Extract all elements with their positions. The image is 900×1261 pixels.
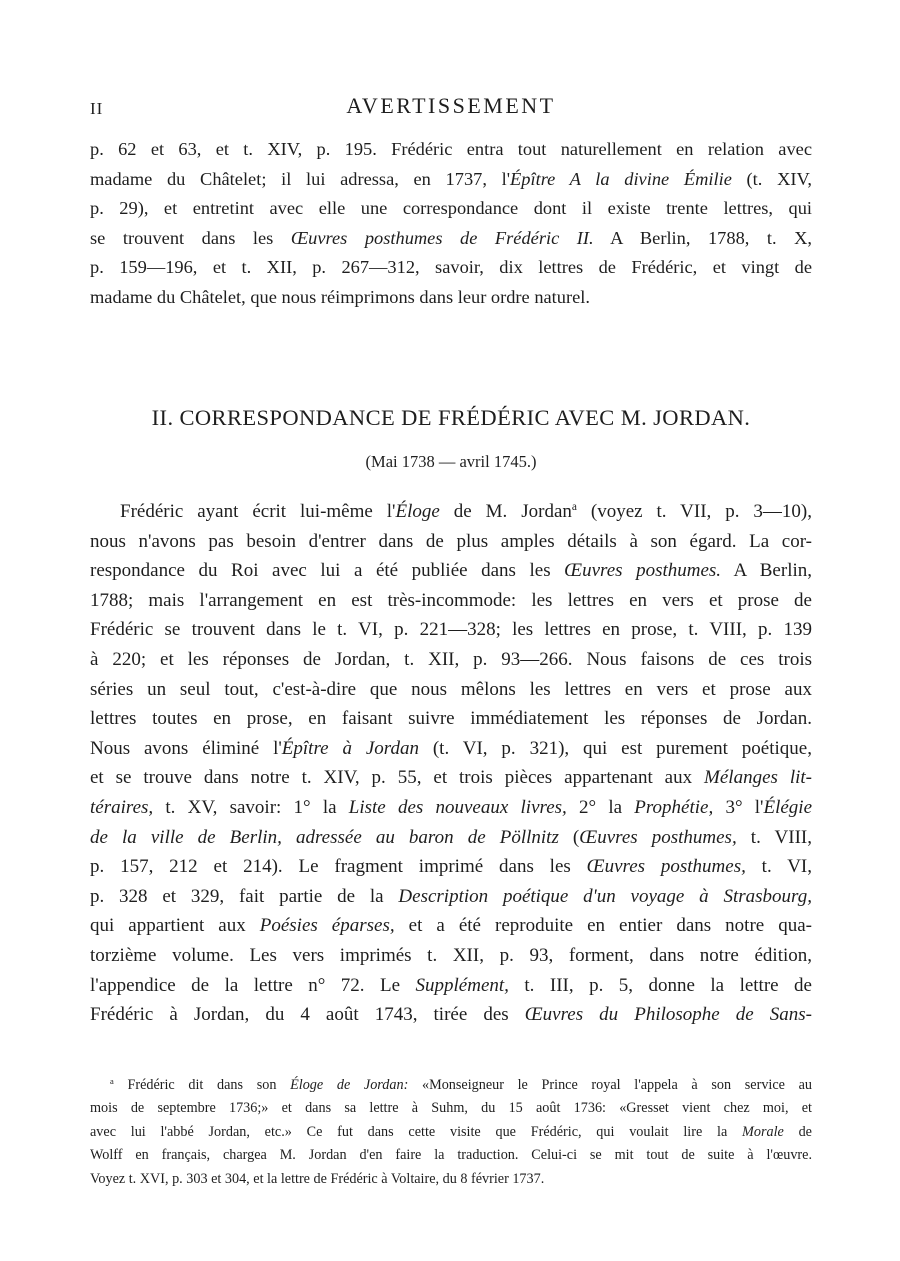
text-line: p. 159—196, et t. XII, p. 267—312, savoir, dix lettres de Frédéric, et vingt de — [90, 257, 812, 278]
italic-title: Épître à Jordan — [281, 737, 419, 759]
text-line: respondance du Roi avec lui a été publiée dans les Œuvres posthumes. A Berlin, — [90, 560, 812, 582]
italic-title: Œuvres du Philosophe de Sans- — [524, 1004, 812, 1026]
italic-title: Morale — [742, 1123, 784, 1140]
text-line: Frédéric à Jordan, du 4 août 1743, tirée des Œuvres du Philosophe de Sans- — [90, 1004, 812, 1026]
text-line: madame du Châtelet; il lui adressa, en 1737, l'Épître A la divine Émilie (t. XIV, — [90, 168, 812, 189]
italic-title: Œuvres posthumes. — [564, 560, 722, 582]
text-line: p. 62 et 63, et t. XIV, p. 195. Frédéric entra tout naturellement en relation avec — [90, 139, 812, 159]
text-line: de la ville de Berlin, adressée au baron de Pöllnitz (Œuvres posthumes, t. VIII, — [90, 826, 812, 848]
footnote-marker: a — [571, 501, 577, 514]
intro-paragraph — [90, 135, 812, 313]
italic-title: Œuvres posthumes, — [586, 856, 746, 878]
italic-title: Éloge — [395, 501, 440, 522]
italic-title: Mélanges lit- — [704, 767, 812, 789]
italic-title: de la ville de Berlin, adressée au baron de Pöllnitz — [90, 826, 559, 848]
text-line: Frédéric ayant écrit lui-même l'Éloge de M. Jordan$^a$ (voyez t. VII, p. 3—10), — [120, 501, 812, 522]
italic-title: téraires, — [90, 796, 154, 818]
text-line: séries un seul tout, c'est-à-dire que nous mêlons les lettres en vers et prose aux — [90, 678, 812, 700]
text-line: 1788; mais l'arrangement en est très-incommode: les lettres en vers et prose de — [90, 589, 812, 611]
italic-title: Prophétie, — [634, 796, 714, 818]
italic-title: Épître A la divine Émilie — [510, 168, 732, 189]
italic-title: Liste des nouveaux livres, — [348, 796, 567, 818]
text-line: et se trouve dans notre t. XIV, p. 55, et trois pièces appartenant aux Mélanges lit- — [90, 767, 812, 789]
text-line: qui appartient aux Poésies éparses, et a été reproduite en entier dans notre qua- — [90, 915, 812, 937]
footnote-line: mois de septembre 1736;» et dans sa lettre à Suhm, du 15 août 1736: «Gresset vient chez moi, et — [90, 1100, 812, 1117]
text-line: p. 29), et entretint avec elle une correspondance dont il existe trente lettres, qui — [90, 198, 812, 219]
text-line: Nous avons éliminé l'Épître à Jordan (t. VI, p. 321), qui est purement poétique, — [90, 737, 812, 759]
text-line: torzième volume. Les vers imprimés t. XII, p. 93, forment, dans notre édition, — [90, 944, 812, 966]
text-line: se trouvent dans les Œuvres posthumes de Frédéric II. A Berlin, 1788, t. X, — [90, 227, 812, 248]
running-head — [90, 93, 812, 123]
italic-title: Œuvres posthumes de Frédéric II. — [290, 227, 594, 248]
italic-title: Œuvres posthumes, — [579, 826, 737, 848]
body-paragraph — [90, 497, 812, 1030]
page-number: II — [90, 99, 104, 118]
italic-title: Élégie — [763, 796, 812, 818]
text-line: lettres toutes en prose, en faisant suivre immédiatement les réponses de Jordan. — [90, 708, 812, 730]
footnote-line: Wolff en français, chargea M. Jordan d'en faire la traduction. Celui-ci se mit tout de suite à l'œuvre. — [90, 1147, 812, 1164]
footnote-line: avec lui l'abbé Jordan, etc.» Ce fut dans cette visite que Frédéric, qui voulait lire la Morale de — [90, 1123, 812, 1140]
text-line: à 220; et les réponses de Jordan, t. XII, p. 93—266. Nous faisons de ces trois — [90, 648, 812, 670]
text-line: nous n'avons pas besoin d'entrer dans de plus amples détails à son égard. La cor- — [90, 530, 812, 552]
italic-title: Poésies éparses, — [259, 915, 395, 937]
footnote — [90, 1074, 812, 1191]
footnote-line: Voyez t. XVI, p. 303 et 304, et la lettre de Frédéric à Voltaire, du 8 février 1737. — [90, 1170, 545, 1187]
text-line: p. 328 et 329, fait partie de la Description poétique d'un voyage à Strasbourg, — [90, 885, 812, 907]
running-title: AVERTISSEMENT — [346, 93, 556, 118]
text-line: l'appendice de la lettre n° 72. Le Supplément, t. III, p. 5, donne la lettre de — [90, 974, 812, 996]
footnote-line: $^a$ Frédéric dit dans son Éloge de Jordan: «Monseigneur le Prince royal l'appela à son service au — [110, 1075, 812, 1093]
italic-title: Supplément, — [415, 974, 509, 996]
text-line: téraires, t. XV, savoir: 1° la Liste des nouveaux livres, 2° la Prophétie, 3° l'Élégie — [90, 796, 812, 818]
section-dates: (Mai 1738 — avril 1745.) — [365, 452, 537, 471]
text-line: p. 157, 212 et 214). Le fragment imprimé dans les Œuvres posthumes, t. VI, — [90, 856, 812, 878]
italic-title: Éloge de Jordan: — [290, 1077, 409, 1093]
text-line: Frédéric se trouvent dans le t. VI, p. 221—328; les lettres en prose, t. VIII, p. 139 — [90, 619, 812, 641]
footnote-marker: a — [110, 1075, 114, 1086]
section-heading: II. CORRESPONDANCE DE FRÉDÉRIC AVEC M. JORDAN. — [151, 405, 751, 430]
text-line: madame du Châtelet, que nous réimprimons dans leur ordre naturel. — [90, 286, 590, 307]
italic-title: Description poétique d'un voyage à Strasbourg, — [398, 885, 812, 907]
